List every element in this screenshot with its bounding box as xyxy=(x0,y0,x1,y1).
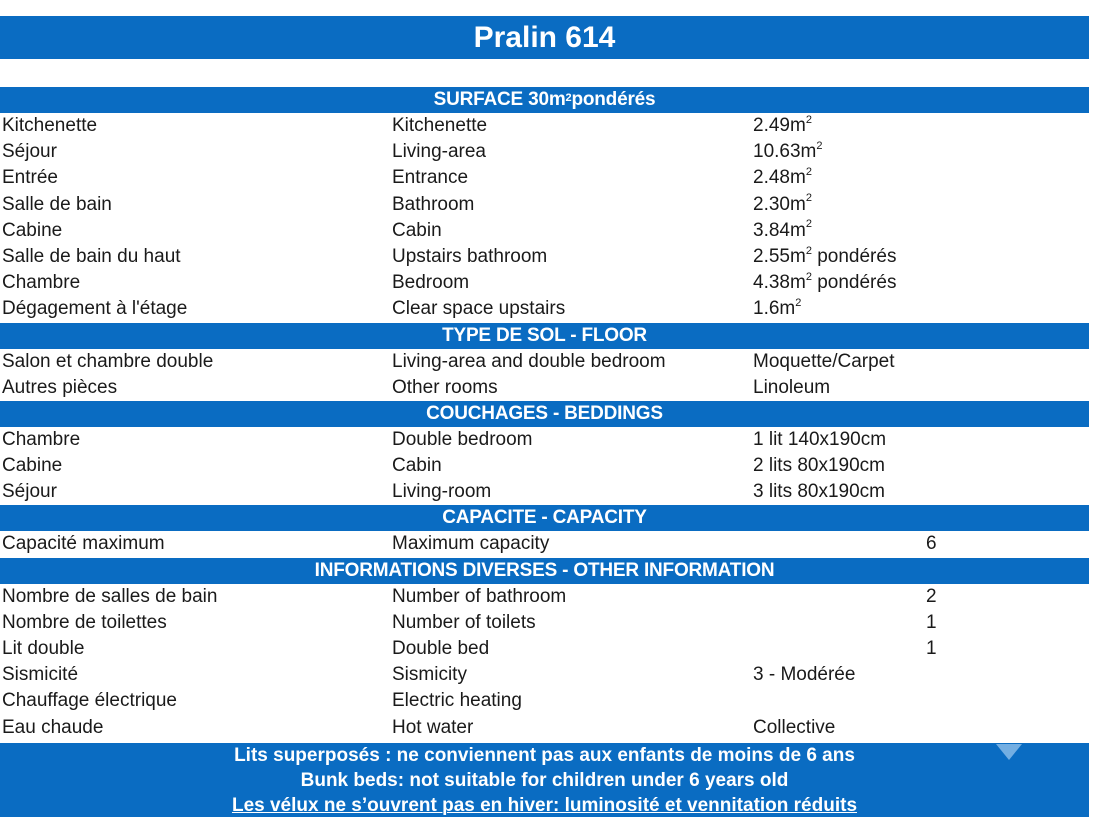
label-en: Entrance xyxy=(392,167,469,189)
table-row xyxy=(0,531,1089,557)
section-header xyxy=(0,323,1089,349)
value-text: 4.38m xyxy=(753,272,806,294)
value-cell xyxy=(753,165,812,191)
label-fr: Séjour xyxy=(2,481,57,503)
label-fr: Salle de bain du haut xyxy=(2,245,181,267)
label-en: Bedroom xyxy=(392,272,470,294)
value-cell xyxy=(926,610,937,636)
table-row xyxy=(0,427,1089,453)
value-cell xyxy=(753,113,812,139)
value-text: 1 xyxy=(926,611,937,633)
table-row xyxy=(0,479,1089,505)
value-cell xyxy=(753,192,812,218)
label-en: Sismicity xyxy=(392,664,467,686)
label-en: Double bedroom xyxy=(392,428,533,450)
section-header-text: CAPACITE - CAPACITY xyxy=(442,507,647,529)
table-row xyxy=(0,270,1089,296)
value-cell xyxy=(926,584,937,610)
value-text: 1 lit 140x190cm xyxy=(753,428,887,450)
label-fr: Dégagement à l'étage xyxy=(2,298,188,320)
label-en: Double bed xyxy=(392,638,490,659)
section-header xyxy=(0,558,1089,584)
value-cell xyxy=(753,375,830,401)
value-cell xyxy=(753,453,885,479)
table-row xyxy=(0,610,1089,636)
value-cell xyxy=(753,244,896,270)
value-text: 2 xyxy=(926,585,937,607)
value-cell xyxy=(753,139,823,165)
label-fr: Chauffage électrique xyxy=(2,690,177,712)
value-text: 10.63m xyxy=(753,141,817,163)
table-row xyxy=(0,662,1089,688)
value-text: 2.55m xyxy=(753,245,806,267)
footer-notice xyxy=(0,743,1089,817)
label-en: Clear space upstairs xyxy=(392,298,566,320)
value-text: 1.6m xyxy=(753,298,796,320)
value-text: 2.48m xyxy=(753,167,806,189)
label-fr: Séjour xyxy=(2,141,57,163)
section-header-text: INFORMATIONS DIVERSES - OTHER INFORMATION xyxy=(314,559,775,581)
table-row xyxy=(0,715,1089,741)
label-fr: Salon et chambre double xyxy=(2,350,214,372)
table-row xyxy=(0,349,1089,375)
label-en: Upstairs bathroom xyxy=(392,245,548,267)
value-sup: 2 xyxy=(805,166,812,179)
table-row xyxy=(0,218,1089,244)
value-sup: 2 xyxy=(805,113,812,126)
footer-line-velux: Les vélux ne s’ouvrent pas en hiver: luminosité et vennitation réduits xyxy=(231,795,858,816)
value-sup: 2 xyxy=(805,244,812,257)
value-text: 1 xyxy=(926,638,937,659)
value-cell xyxy=(753,270,896,296)
value-cell xyxy=(753,662,855,688)
value-text: 6 xyxy=(926,533,937,555)
table-row xyxy=(0,375,1089,401)
label-en: Cabin xyxy=(392,455,442,477)
value-sup: 2 xyxy=(816,139,823,152)
label-en: Kitchenette xyxy=(392,115,488,136)
value-text: 3.84m xyxy=(753,219,806,241)
table-row xyxy=(0,244,1089,270)
table-row xyxy=(0,584,1089,610)
table-row xyxy=(0,636,1089,662)
footer-line-bunk-fr: Lits superposés : ne conviennent pas aux enfants de moins de 6 ans xyxy=(234,745,855,766)
value-cell xyxy=(753,479,885,505)
label-fr: Chambre xyxy=(2,272,81,294)
table-row xyxy=(0,453,1089,479)
value-text: Moquette/Carpet xyxy=(753,350,895,372)
label-fr: Nombre de salles de bain xyxy=(2,585,218,607)
label-en: Cabin xyxy=(392,219,442,241)
label-fr: Sismicité xyxy=(2,664,79,686)
value-sup: 2 xyxy=(795,296,802,309)
value-text: Linoleum xyxy=(753,376,831,398)
label-fr: Nombre de toilettes xyxy=(2,611,167,633)
value-text: 2 lits 80x190cm xyxy=(753,455,886,477)
label-en: Other rooms xyxy=(392,376,498,398)
footer-line-bunk-en: Bunk beds: not suitable for children under 6 years old xyxy=(300,770,789,791)
label-fr: Entrée xyxy=(2,167,58,189)
label-en: Electric heating xyxy=(392,690,522,712)
section-header-text: SURFACE 30m xyxy=(433,89,566,110)
page-title: Pralin 614 xyxy=(0,16,1089,59)
label-en: Living-area and double bedroom xyxy=(392,350,666,372)
value-sup: 2 xyxy=(805,270,812,283)
value-suffix: pondérés xyxy=(811,245,897,267)
table-row xyxy=(0,139,1089,165)
section-header xyxy=(0,401,1089,427)
label-en: Living-area xyxy=(392,141,486,163)
value-cell xyxy=(753,427,886,453)
label-en: Hot water xyxy=(392,716,474,738)
label-fr: Kitchenette xyxy=(2,115,98,136)
section-header-text: COUCHAGES - BEDDINGS xyxy=(426,402,663,424)
label-fr: Capacité maximum xyxy=(2,533,165,555)
info-table xyxy=(0,87,1089,741)
label-fr: Lit double xyxy=(2,638,85,659)
heart-icon xyxy=(994,744,1024,760)
value-text: 2.49m xyxy=(753,115,806,136)
table-row xyxy=(0,165,1089,191)
value-text: Collective xyxy=(753,716,836,738)
value-cell xyxy=(753,296,801,322)
value-cell xyxy=(753,349,895,375)
label-fr: Chambre xyxy=(2,428,81,450)
value-sup: 2 xyxy=(805,192,812,205)
section-header: SURFACE 30m $^2$ pondérés xyxy=(0,87,1089,113)
label-fr: Cabine xyxy=(2,455,63,477)
value-cell xyxy=(753,715,835,741)
value-text: 3 lits 80x190cm xyxy=(753,481,886,503)
label-en: Number of bathroom xyxy=(392,585,567,607)
section-header-text: TYPE DE SOL - FLOOR xyxy=(442,324,647,346)
table-row xyxy=(0,113,1089,139)
section-header-suffix: pondérés xyxy=(571,89,656,110)
label-en: Number of toilets xyxy=(392,611,536,633)
table-row xyxy=(0,296,1089,322)
value-sup: 2 xyxy=(805,218,812,231)
value-cell xyxy=(926,531,937,557)
label-fr: Eau chaude xyxy=(2,716,104,738)
label-fr: Salle de bain xyxy=(2,193,112,215)
label-en: Living-room xyxy=(392,481,492,503)
label-fr: Cabine xyxy=(2,219,63,241)
label-en: Maximum capacity xyxy=(392,533,550,555)
table-row xyxy=(0,688,1089,714)
value-text: 2.30m xyxy=(753,193,806,215)
value-suffix: pondérés xyxy=(811,272,897,294)
label-en: Bathroom xyxy=(392,193,475,215)
value-text: 3 - Modérée xyxy=(753,664,856,686)
table-row xyxy=(0,192,1089,218)
value-cell xyxy=(926,636,937,662)
value-cell xyxy=(753,218,812,244)
section-header xyxy=(0,505,1089,531)
label-fr: Autres pièces xyxy=(2,376,118,398)
